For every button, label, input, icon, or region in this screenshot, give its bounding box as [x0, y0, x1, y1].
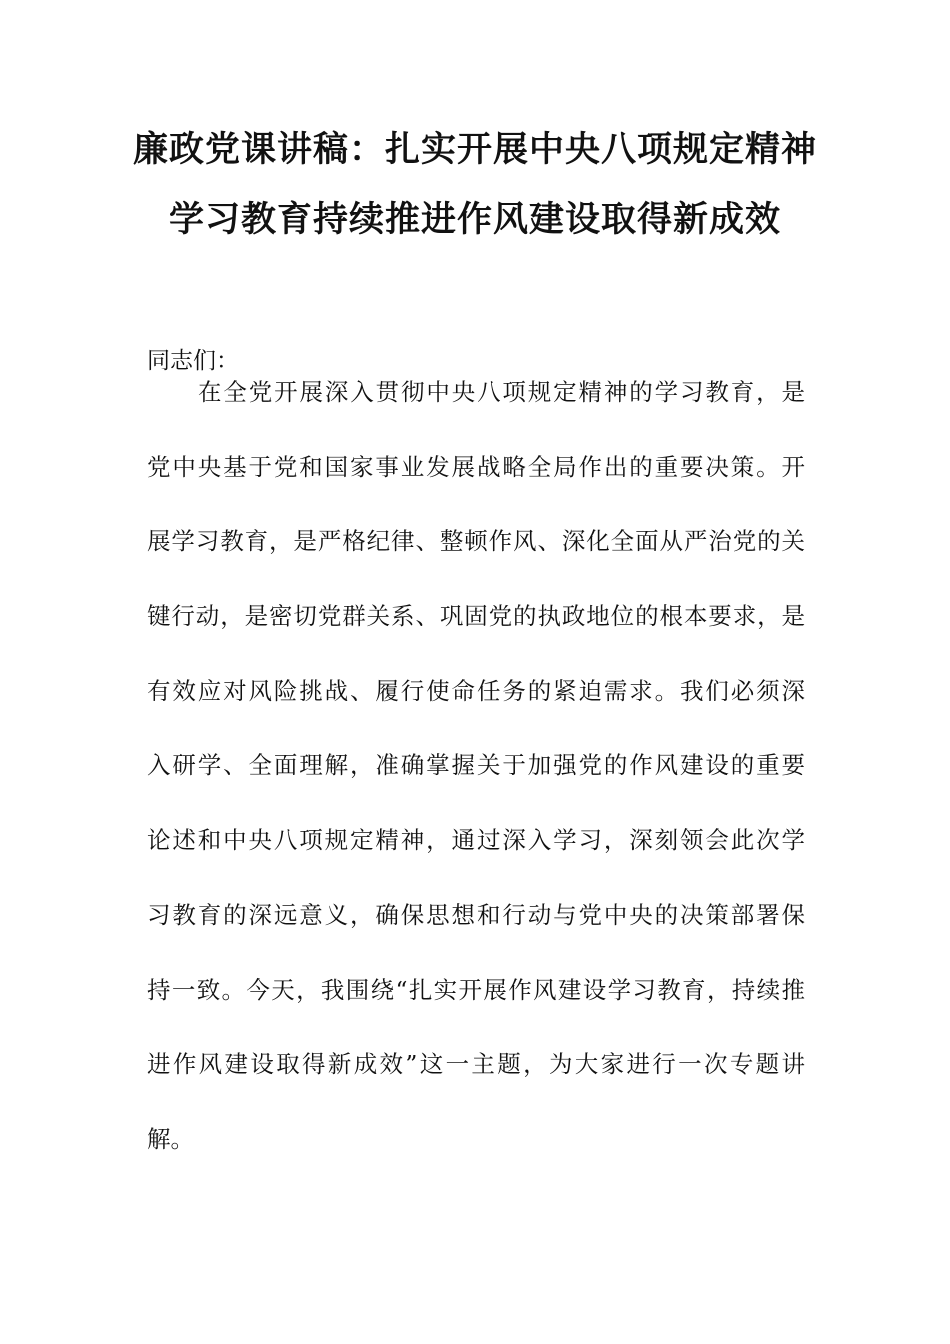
- paragraph-line: 解。: [147, 1124, 194, 1153]
- paragraph-line: 入研学、全面理解，准确掌握关于加强党的作风建设的重要: [147, 751, 805, 780]
- paragraph-line: 党中央基于党和国家事业发展战略全局作出的重要决策。开: [147, 452, 805, 481]
- paragraph-line: 论述和中央八项规定精神，通过深入学习，深刻领会此次学: [147, 826, 805, 855]
- document-title-line-1: 廉政党课讲稿：扎实开展中央八项规定精神: [132, 129, 817, 170]
- salutation: 同志们：: [147, 348, 239, 374]
- paragraph-line: 键行动，是密切党群关系、巩固党的执政地位的根本要求，是: [147, 602, 805, 631]
- paragraph-line: 在全党开展深入贯彻中央八项规定精神的学习教育，是: [198, 378, 805, 406]
- paragraph-line: 进作风建设取得新成效”这一主题，为大家进行一次专题讲: [147, 1050, 805, 1079]
- document-title-line-2: 学习教育持续推进作风建设取得新成效: [168, 199, 781, 240]
- paragraph-line: 有效应对风险挑战、履行使命任务的紧迫需求。我们必须深: [147, 676, 805, 705]
- paragraph: [147, 355, 805, 1177]
- paragraph-line: 持一致。今天，我围绕“扎实开展作风建设学习教育，持续推: [147, 975, 805, 1004]
- paragraph-line: 习教育的深远意义，确保思想和行动与党中央的决策部署保: [147, 900, 805, 929]
- paragraph-line: 展学习教育，是严格纪律、整顿作风、深化全面从严治党的关: [147, 527, 805, 556]
